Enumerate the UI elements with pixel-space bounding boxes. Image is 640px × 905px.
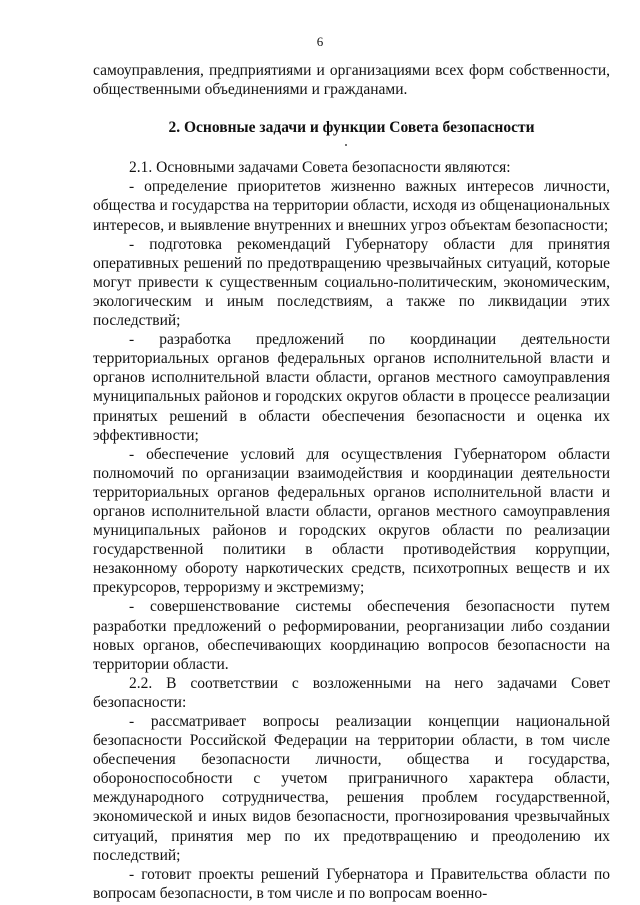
list-item-recommendations: - подготовка рекомендаций Губернатору области для принятия оперативных решений по предотвращению чрезвычайных ситуаций, которые могут привести к существенным социально-политическим, экономическим, экологическим и иным последствиям, а также по ликвидации этих последствий; [93, 235, 610, 330]
paragraph-2-1: 2.1. Основными задачами Совета безопасности являются: [129, 159, 511, 177]
page-number: 6 [316, 34, 324, 49]
paragraph-2-2: 2.2. В соответствии с возложенными на него задачами Совет безопасности: [93, 674, 610, 711]
section-heading: 2. Основные задачи и функции Совета безопасности [168, 119, 535, 137]
intro-paragraph: самоуправления, предприятиями и организациями всех форм собственности, общественными объединениями и гражданами. [93, 62, 610, 99]
list-item-considers-issues: - рассматривает вопросы реализации концепции национальной безопасности Российской Федерации на территории области, в том числе обеспечения безопасности личности, общества и государства, обороноспособности с учетом приграничного характера области, международного сотрудничества, решения проблем государственной, экономической и иных видов безопасности, прогнозирования чрезвычайных ситуаций, принятия мер по их предотвращению и преодолению их последствий; [93, 713, 610, 864]
list-item-priorities: - определение приоритетов жизненно важных интересов личности, общества и государства на территории области, исходя из общенациональных интересов, и выявление внутренних и внешних угроз объектам безопасности; [93, 178, 610, 234]
list-item-governor-conditions: - обеспечение условий для осуществления Губернатором области полномочий по организации взаимодействия и координации деятельности территориальных органов федеральных органов исполнительной власти и органов исполнительной власти области, органов местного самоуправления муниципальных районов и городских округов области по реализации государственной политики в области противодействия коррупции, незаконному обороту наркотических средств, психотропных веществ и их прекурсоров, терроризму и экстремизму; [93, 445, 610, 597]
document-body [93, 61, 610, 903]
list-item-prepares-drafts: - готовит проекты решений Губернатора и Правительства области по вопросам безопасности, в том числе и по вопросам военно- [93, 865, 610, 902]
list-item-coordination-proposals: - разработка предложений по координации деятельности территориальных органов федеральных органов исполнительной власти и органов исполнительной власти области, органов местного самоуправления муниципальных районов и городских округов области в процессе реализации принятых решений в области обеспечения безопасности и оценка их эффективности; [93, 331, 610, 444]
list-item-system-improvement: - совершенствование системы обеспечения безопасности путем разработки предложений о реформировании, реорганизации либо создании новых органов, обеспечивающих координацию вопросов безопасности на территории области. [93, 598, 610, 673]
